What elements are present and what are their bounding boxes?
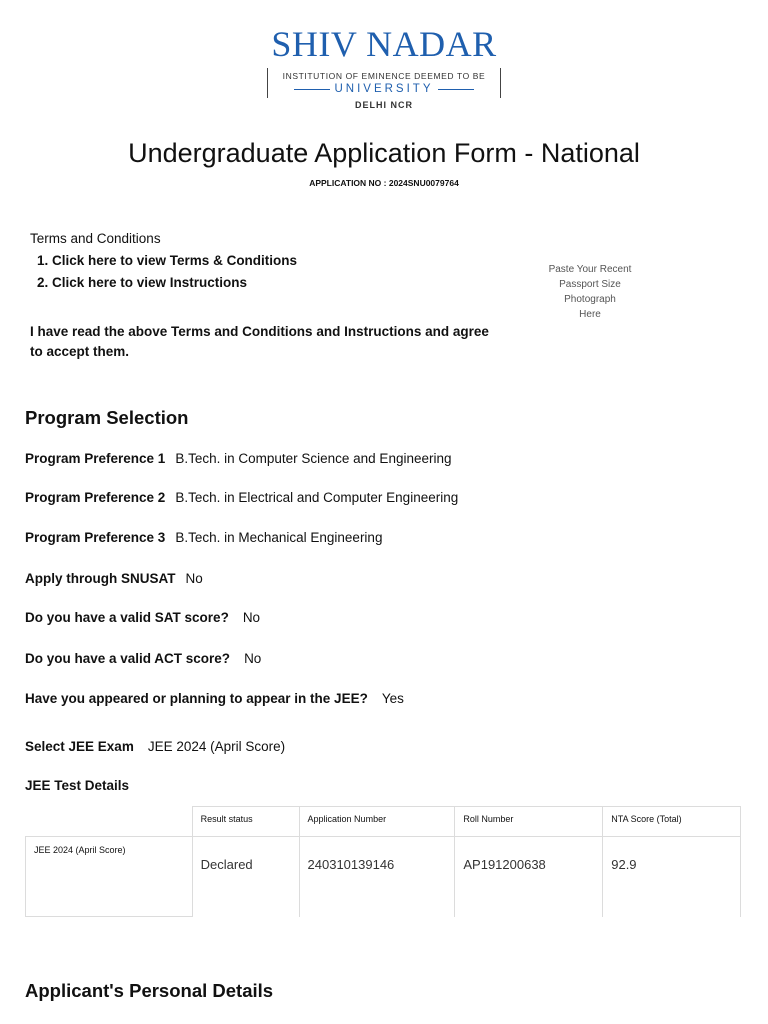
field-value: B.Tech. in Electrical and Computer Engineering bbox=[175, 490, 459, 505]
field-label: Have you appeared or planning to appear in the JEE? bbox=[25, 691, 368, 706]
photo-placeholder bbox=[530, 262, 650, 322]
table-cell-result-status: Declared bbox=[192, 837, 299, 917]
field-label: Program Preference 1 bbox=[25, 451, 166, 466]
university-logo bbox=[0, 24, 768, 110]
select-jee-exam bbox=[25, 738, 285, 756]
logo-university bbox=[268, 82, 500, 96]
field-label: Apply through SNUSAT bbox=[25, 571, 176, 586]
apply-snusat bbox=[25, 570, 203, 588]
photo-line: Here bbox=[579, 309, 601, 320]
instructions-link[interactable]: 2. Click here to view Instructions bbox=[52, 272, 297, 294]
sat-score bbox=[25, 609, 260, 627]
photo-line: Passport Size bbox=[559, 279, 621, 290]
table-cell-exam: JEE 2024 (April Score) bbox=[26, 837, 193, 917]
logo-wordmark: SHIV NADAR bbox=[271, 24, 497, 64]
logo-tagline: INSTITUTION OF EMINENCE DEEMED TO BE bbox=[282, 71, 486, 81]
field-label: Program Preference 2 bbox=[25, 490, 166, 505]
table-header-empty bbox=[26, 807, 193, 837]
field-value: B.Tech. in Mechanical Engineering bbox=[175, 530, 383, 545]
table-header: Result status bbox=[192, 807, 299, 837]
terms-section bbox=[30, 228, 297, 294]
application-number: APPLICATION NO : 2024SNU0079764 bbox=[309, 178, 459, 188]
logo-university-text: UNIVERSITY bbox=[334, 83, 434, 95]
table-header: Application Number bbox=[299, 807, 455, 837]
program-selection-heading: Program Selection bbox=[25, 407, 189, 428]
table-cell-application-number: 240310139146 bbox=[299, 837, 455, 917]
field-value: B.Tech. in Computer Science and Engineering bbox=[175, 451, 452, 466]
photo-line: Photograph bbox=[564, 294, 616, 305]
personal-details-heading: Applicant's Personal Details bbox=[25, 980, 274, 1001]
table-cell-roll-number: AP191200638 bbox=[455, 837, 603, 917]
table-header-row bbox=[26, 807, 741, 837]
table-header: NTA Score (Total) bbox=[603, 807, 741, 837]
jee-test-details-heading: JEE Test Details bbox=[25, 778, 130, 793]
logo-rule-left bbox=[294, 89, 330, 90]
terms-heading: Terms and Conditions bbox=[30, 231, 161, 246]
act-score bbox=[25, 650, 261, 668]
terms-conditions-link[interactable]: 1. Click here to view Terms & Conditions bbox=[52, 250, 297, 272]
photo-line: Paste Your Recent bbox=[548, 264, 632, 275]
logo-location: DELHI NCR bbox=[355, 100, 413, 110]
table-header: Roll Number bbox=[455, 807, 603, 837]
field-value: No bbox=[244, 651, 262, 666]
field-label: Program Preference 3 bbox=[25, 530, 166, 545]
program-preference-1 bbox=[25, 450, 452, 468]
field-value: Yes bbox=[381, 691, 404, 706]
field-label: Do you have a valid SAT score? bbox=[25, 610, 229, 625]
terms-links bbox=[30, 250, 297, 294]
jee-appeared bbox=[25, 690, 404, 708]
field-value: No bbox=[185, 571, 203, 586]
logo-rule-right bbox=[438, 89, 474, 90]
field-label: Do you have a valid ACT score? bbox=[25, 651, 231, 666]
table-cell-nta-score: 92.9 bbox=[603, 837, 741, 917]
page-title: Undergraduate Application Form - National bbox=[128, 138, 640, 168]
program-preference-2 bbox=[25, 489, 458, 507]
jee-details-table bbox=[25, 806, 741, 917]
agreement-text: I have read the above Terms and Conditions and Instructions and agree to accept them. bbox=[30, 324, 489, 359]
field-value: JEE 2024 (April Score) bbox=[147, 739, 286, 754]
program-preference-3 bbox=[25, 529, 382, 547]
field-value: No bbox=[242, 610, 261, 625]
logo-frame bbox=[267, 68, 501, 98]
table-row bbox=[26, 837, 741, 917]
field-label: Select JEE Exam bbox=[25, 739, 134, 754]
